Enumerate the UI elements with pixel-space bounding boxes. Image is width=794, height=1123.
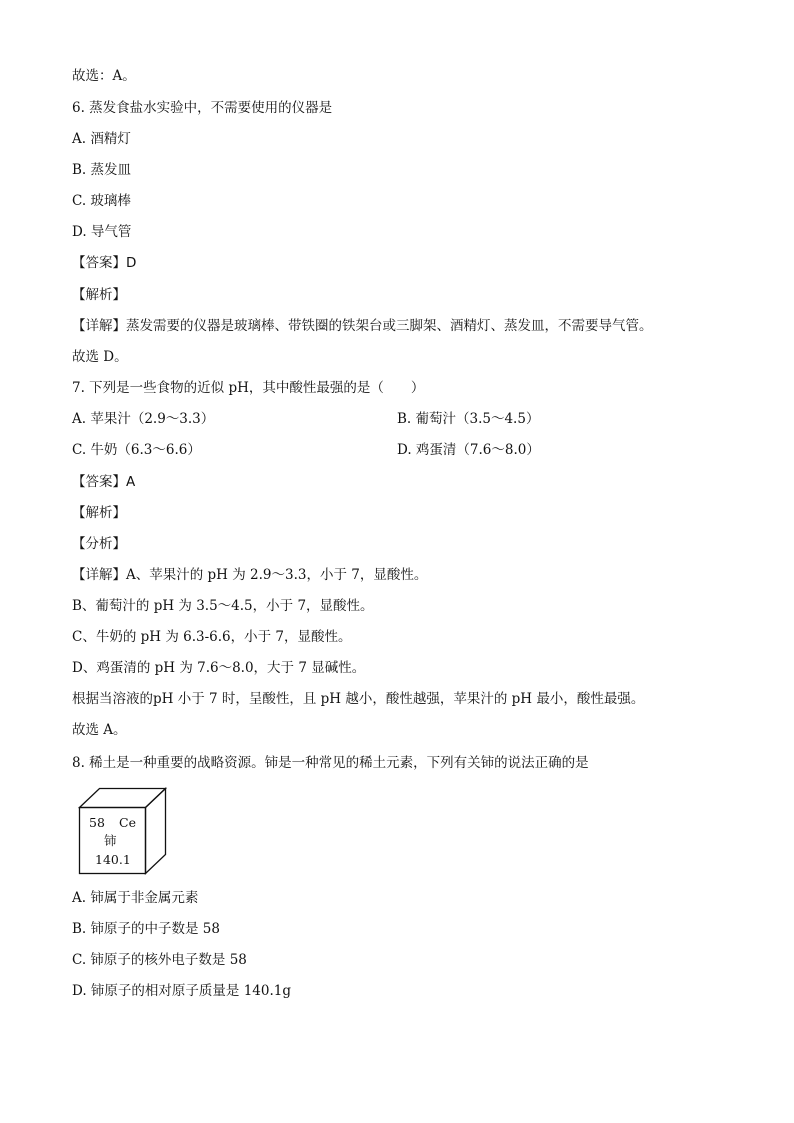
q7-option-b: B. 葡萄汁（3.5～4.5） <box>397 411 540 427</box>
q7-analysis-tag: 【解析】 <box>72 505 126 521</box>
q6-option-c: C. 玻璃棒 <box>72 193 131 209</box>
q7-detail-line: D、鸡蛋清的 pH 为 7.6～8.0，大于 7 显碱性。 <box>72 660 366 676</box>
q7-detail-line: B、葡萄汁的 pH 为 3.5～4.5，小于 7，显酸性。 <box>72 598 374 614</box>
q8-option-c: C. 铈原子的核外电子数是 58 <box>72 952 247 968</box>
q7-detail-line: 【详解】A、苹果汁的 pH 为 2.9～3.3，小于 7，显酸性。 <box>72 567 428 583</box>
element-symbol: Ce <box>119 815 136 830</box>
element-atomic-number: 58 <box>89 815 105 830</box>
q6-detail: 【详解】蒸发需要的仪器是玻璃棒、带铁圈的铁架台或三脚架、酒精灯、蒸发皿，不需要导气管。 <box>72 318 653 334</box>
question-6-stem: 6. 蒸发食盐水实验中，不需要使用的仪器是 <box>72 100 333 116</box>
q6-option-a: A. 酒精灯 <box>72 131 131 147</box>
q7-analysis2-tag: 【分析】 <box>72 536 126 552</box>
prev-conclusion: 故选：A。 <box>72 68 136 84</box>
q6-option-d: D. 导气管 <box>72 224 132 240</box>
question-8-stem: 8. 稀土是一种重要的战略资源。铈是一种常见的稀土元素，下列有关铈的说法正确的是 <box>72 755 589 771</box>
q7-conclusion: 故选 A。 <box>72 722 127 738</box>
q6-answer: 【答案】D <box>72 255 137 271</box>
element-atomic-mass: 140.1 <box>95 852 131 867</box>
q7-option-a: A. 苹果汁（2.9～3.3） <box>72 411 215 427</box>
question-7-stem: 7. 下列是一些食物的近似 pH，其中酸性最强的是（ ） <box>72 380 425 396</box>
q7-detail-line: C、牛奶的 pH 为 6.3-6.6，小于 7，显酸性。 <box>72 629 352 645</box>
element-name: 铈 <box>104 833 117 848</box>
q7-option-d: D. 鸡蛋清（7.6～8.0） <box>397 442 540 458</box>
element-cell-figure <box>78 787 168 875</box>
q8-option-b: B. 铈原子的中子数是 58 <box>72 921 220 937</box>
q6-conclusion: 故选 D。 <box>72 349 128 365</box>
q8-option-a: A. 铈属于非金属元素 <box>72 890 199 906</box>
q6-analysis-tag: 【解析】 <box>72 287 126 303</box>
q7-answer: 【答案】A <box>72 474 136 490</box>
q8-option-d: D. 铈原子的相对原子质量是 140.1g <box>72 983 292 999</box>
q6-option-b: B. 蒸发皿 <box>72 162 132 178</box>
q7-detail-line: 根据当溶液的pH 小于 7 时，呈酸性，且 pH 越小，酸性越强，苹果汁的 pH 最小，酸性最强。 <box>72 691 645 707</box>
q7-option-c: C. 牛奶（6.3～6.6） <box>72 442 201 458</box>
